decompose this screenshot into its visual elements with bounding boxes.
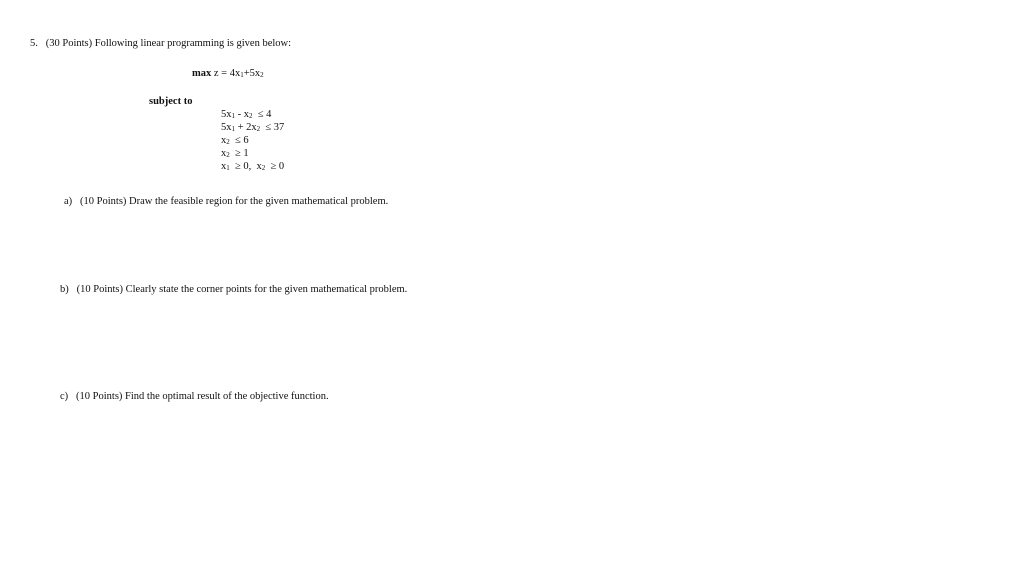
objective-function bbox=[192, 68, 264, 80]
subject-to-label: subject to bbox=[149, 96, 193, 107]
constraint-2-term-b: + 2x bbox=[235, 122, 257, 133]
part-b-text: (10 Points) Clearly state the corner points for the given mathematical problem. bbox=[76, 284, 408, 295]
objective-var: z bbox=[213, 68, 219, 79]
objective-term-1: 4x bbox=[229, 68, 241, 79]
part-c bbox=[60, 391, 329, 403]
constraint-5 bbox=[221, 161, 284, 173]
constraint-3-term-a: x bbox=[221, 135, 227, 146]
objective-equals: = bbox=[218, 68, 230, 79]
part-a-text: (10 Points) Draw the feasible region for the given mathematical problem. bbox=[80, 196, 389, 207]
constraint-5-term-a: x bbox=[221, 161, 227, 172]
constraint-5-middle: ≥ 0, x bbox=[229, 161, 262, 172]
question-header bbox=[30, 38, 291, 50]
constraint-3 bbox=[221, 135, 249, 147]
constraint-4 bbox=[221, 148, 249, 160]
constraint-2-relation: ≤ 37 bbox=[260, 122, 285, 133]
constraint-1-relation: ≤ 4 bbox=[252, 109, 272, 120]
part-a-label: a) bbox=[64, 196, 73, 207]
constraint-1-sub-a: 1 bbox=[231, 112, 235, 120]
constraint-2-term-a: 5x bbox=[221, 122, 232, 133]
part-b bbox=[60, 284, 407, 296]
part-a bbox=[64, 196, 388, 208]
part-b-label: b) bbox=[60, 284, 69, 295]
objective-keyword: max bbox=[192, 68, 212, 79]
constraint-5-relation: ≥ 0 bbox=[265, 161, 285, 172]
constraint-1-term-b: - x bbox=[235, 109, 249, 120]
constraint-3-sub-a: 2 bbox=[226, 138, 230, 146]
constraint-4-relation: ≥ 1 bbox=[229, 148, 249, 159]
part-c-text: (10 Points) Find the optimal result of the objective function. bbox=[76, 391, 329, 402]
part-c-label: c) bbox=[60, 391, 69, 402]
constraint-1-sub-b: 2 bbox=[249, 112, 253, 120]
objective-sub-1: 1 bbox=[240, 71, 244, 79]
constraint-4-term-a: x bbox=[221, 148, 227, 159]
constraint-1-term-a: 5x bbox=[221, 109, 232, 120]
constraint-2-sub-a: 1 bbox=[231, 125, 235, 133]
constraint-1 bbox=[221, 109, 271, 121]
constraint-4-sub-a: 2 bbox=[226, 151, 230, 159]
constraint-5-sub-a: 1 bbox=[226, 164, 230, 172]
objective-term-2: +5x bbox=[243, 68, 261, 79]
question-number: 5. bbox=[30, 38, 38, 49]
constraint-3-relation: ≤ 6 bbox=[229, 135, 249, 146]
constraint-5-sub-b: 2 bbox=[261, 164, 266, 172]
constraint-2-sub-b: 2 bbox=[256, 125, 261, 133]
question-title: (30 Points) Following linear programming is given below: bbox=[45, 38, 292, 49]
objective-sub-2: 2 bbox=[260, 71, 264, 79]
constraint-2 bbox=[221, 122, 284, 134]
